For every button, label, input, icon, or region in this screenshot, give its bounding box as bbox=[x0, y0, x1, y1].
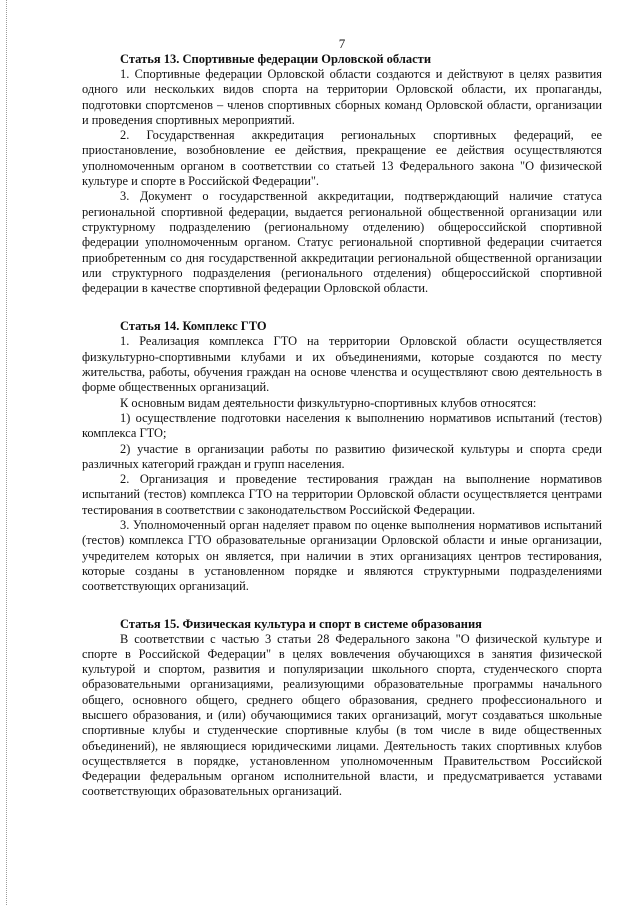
page-number: 7 bbox=[338, 36, 346, 51]
paragraph: 2. Организация и проведение тестирования граждан на выполнение нормативов испытаний (тестов) комплекса ГТО на территории Орловской области осуществляется центрами тестирования в соответствии с законодательством Российской Федерации. bbox=[82, 472, 602, 517]
paragraph: 2. Государственная аккредитация региональных спортивных федераций, ее приостановление, возобновление ее действия, прекращение ее действия осуществляются уполномоченным органом в соответствии со статьей 13 Федерального закона "О физической культуре и спорте в Российской Федерации". bbox=[82, 128, 602, 189]
paragraph: 2) участие в организации работы по развитию физической культуры и спорта среди различных категорий граждан и групп населения. bbox=[82, 441, 602, 471]
article-title: Статья 14. Комплекс ГТО bbox=[120, 319, 267, 334]
paragraph: 3. Документ о государственной аккредитации, подтверждающий наличие статуса региональной спортивной федерации, выдается региональной общественной организации или структурному подразделению (региональному отделению) общероссийской спортивной федерации уполномоченным органом. Статус региональной спортивной федерации считается приобретенным со дня государственной аккредитации региональной общественной организации или структурного подразделения (регионального отделения) общероссийской спортивной федерации в качестве спортивной федерации Орловской области. bbox=[82, 189, 602, 296]
article-title: Статья 15. Физическая культура и спорт в системе образования bbox=[120, 616, 482, 631]
binding-edge-marks bbox=[6, 0, 8, 905]
article-14 bbox=[82, 319, 602, 594]
document-page bbox=[82, 0, 602, 800]
paragraph: 3. Уполномоченный орган наделяет правом по оценке выполнения нормативов испытаний (тестов) комплекса ГТО образовательные организации Орловской области и иные организации, учредителем которых он является, при наличии в этих организациях центров тестирования, которые созданы в установленном порядке и являются структурными подразделениями соответствующих организаций. bbox=[82, 518, 602, 594]
article-13 bbox=[82, 52, 602, 296]
article-title: Статья 13. Спортивные федерации Орловской области bbox=[120, 52, 432, 66]
paragraph: К основным видам деятельности физкультурно-спортивных клубов относятся: bbox=[120, 395, 537, 410]
paragraph: В соответствии с частью 3 статьи 28 Федерального закона "О физической культуре и спорте в Российской Федерации" в целях вовлечения обучающихся в занятия физической культурой и спортом, развития и популяризации школьного спорта, студенческого спорта образовательными организациями, реализующими образовательные программы начального общего, основного общего, среднего общего образования, среднего профессионального и высшего образования, и (или) обучающимися таких организаций, могут создаваться школьные спортивные клубы и студенческие спортивные клубы (в том числе в виде общественных объединений), не являющиеся юридическими лицами. Деятельность таких спортивных клубов осуществляется в порядке, установленном уполномоченным Правительством Российской Федерации федеральным органом исполнительной власти, и предусматривается уставами соответствующих образовательных организаций. bbox=[82, 631, 602, 799]
article-15 bbox=[82, 617, 602, 800]
paragraph: 1) осуществление подготовки населения к выполнению нормативов испытаний (тестов) комплекса ГТО; bbox=[82, 410, 602, 441]
paragraph: 1. Реализация комплекса ГТО на территории Орловской области осуществляется физкультурно-спортивными клубами и их объединениями, которые создаются по месту жительства, работы, обучения граждан на основе членства и осуществляют свою деятельность в форме общественных организаций. bbox=[82, 334, 602, 395]
paragraph: 1. Спортивные федерации Орловской области создаются и действуют в целях развития одного или нескольких видов спорта на территории Орловской области, их пропаганды, подготовки спортсменов – членов спортивных сборных команд Орловской области, организации и проведения спортивных мероприятий. bbox=[82, 67, 602, 127]
